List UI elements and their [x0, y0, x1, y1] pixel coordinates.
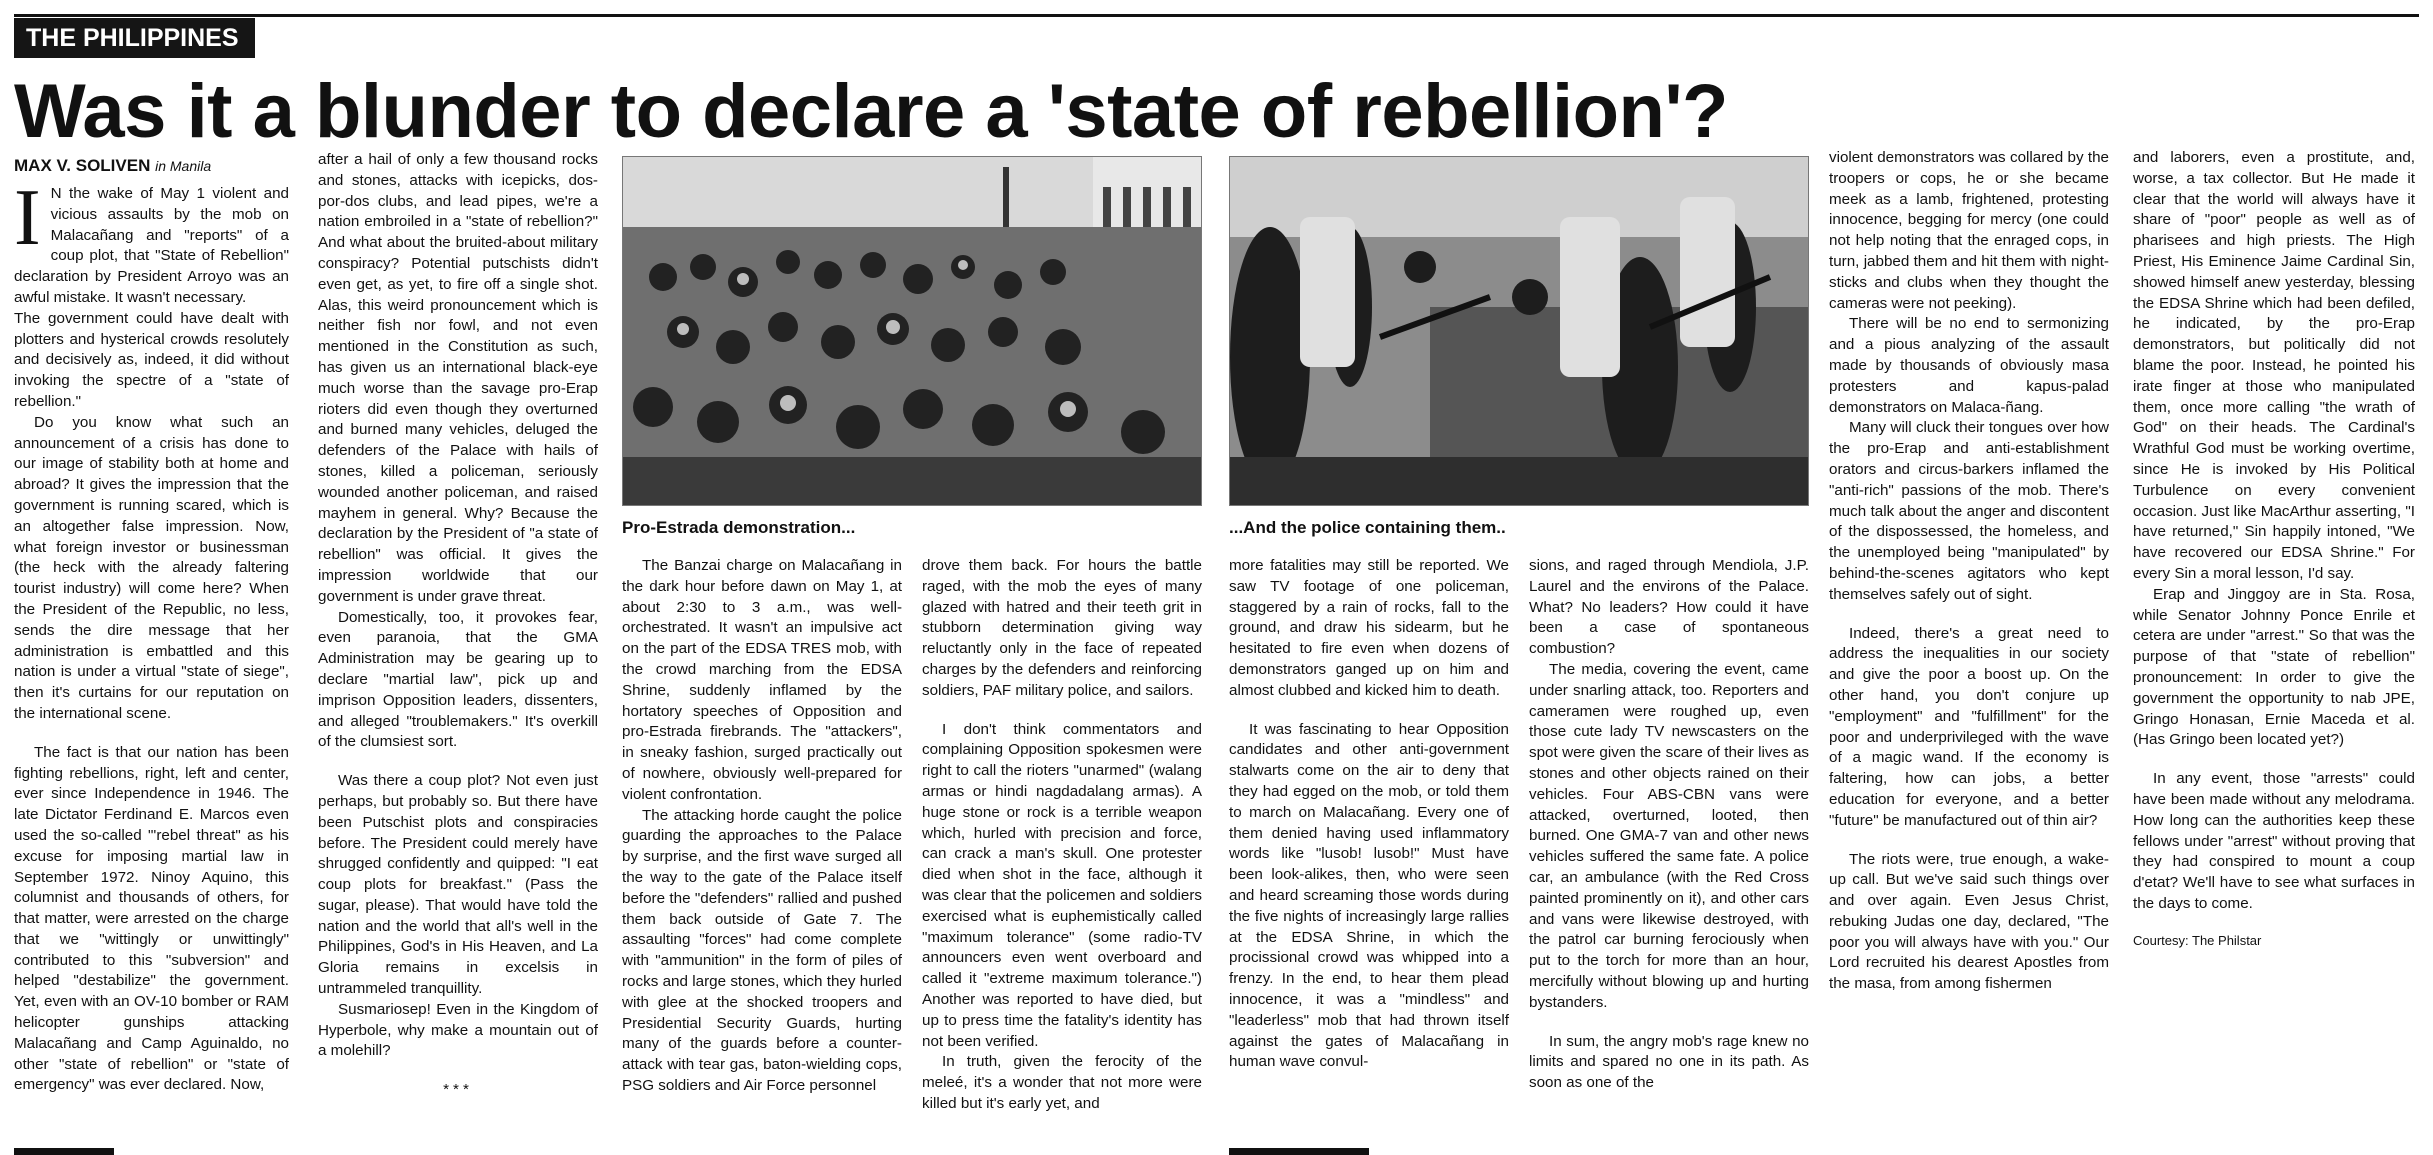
paragraph: Susmariosep! Even in the Kingdom of Hyperbole, why make a mountain out of a molehill? [318, 1000, 598, 1060]
paragraph: In sum, the angry mob's rage knew no limits and spared no one in its path. As soon as one of the [1529, 1032, 1809, 1092]
section-divider: *** [443, 1081, 473, 1099]
paragraph: violent demonstrators was collared by the troopers or cops, he or she became meek as a lamb, frightened, protesting innocence, begging for mercy (one could not help noting that the enraged cops, in turn, jabbed them and hit them with night-sticks and clubs when they thought the cameras were not peeking). [1829, 149, 2109, 312]
top-rule [14, 14, 2419, 17]
byline-author: MAX V. SOLIVEN [14, 156, 151, 175]
column-1 [14, 150, 289, 1148]
column-7 [1829, 148, 2109, 1148]
column-6 [1529, 556, 1809, 1148]
paragraph: Erap and Jinggoy are in Sta. Rosa, while Senator Johnny Ponce Enrile et cetera are under "arrest." So that was the purpose of that "state of rebellion" pronouncement: In order to give the government the opportunity to nab JPE, Gringo Honasan, Ernie Maceda et al. (Has Gringo been located yet?) [2133, 585, 2415, 749]
paragraph: Indeed, there's a great need to address the inequalities in our society and give the poor a boost up. On the other hand, you don't conjure up "employment" and "fulfillment" for the poor and underprivileged with the wave of a magic wand. If the economy is faltering, how can jobs, a better education for everyone, and a better "future" be manufactured out of thin air? [1829, 624, 2109, 829]
byline [14, 154, 289, 178]
paragraph: N the wake of May 1 violent and vicious assaults by the mob on Malacañang and "reports" of a coup plot, that "State of Rebellion" declaration by President Arroyo was an awful mistake. It wasn't necessary. [14, 185, 289, 306]
paragraph: The government could have dealt with plotters and hysterical crowds resolutely and decisively as, indeed, it did without invoking the spectre of a "state of rebellion." [14, 309, 289, 410]
paragraph: Domestically, too, it provokes fear, even paranoia, that the GMA Administration may be gearing up to declare "martial law", pick up and imprison Opposition leaders, dissenters, and alleged "troublemakers." It's overkill of the clumsiest sort. [318, 608, 598, 751]
photo-demonstration [622, 156, 1202, 506]
footer-bar-right [1229, 1148, 1369, 1155]
paragraph: after a hail of only a few thousand rocks and stones, attacks with icepicks, dos-por-dos clubs, and lead pipes, we're a nation embroiled in a "state of rebellion?" And what about the bruited-about military conspiracy? Potential putschists didn't even get, as yet, to fire off a single shot. Alas, this weird pronouncement which is neither fish nor fowl, and not even mentioned in the Constitution as such, has given us an international black-eye much worse than the savage pro-Erap rioters did even though they overturned and burned many vehicles, deluged the defenders of the Palace with hails of stones, killed a policeman, seriously wounded another policeman, and raised mayhem in general. Why? Because the declaration by the President of "a state of rebellion" was official. It gives the impression worldwide that our government is under grave threat. [318, 151, 598, 605]
paragraph: It was fascinating to hear Opposition candidates and other anti-government stalwarts come on the air to deny that they had egged on the mob, or told them to march on Malacañang. Every one of them denied having used inflammatory words like "lusob! lusob!" Must have been look-alikes, then, who were seen and heard screaming those words during the five nights of increasingly large rallies at the EDSA Shrine, in which the procissional crowd was whipped into a frenzy. In the end, to hear them plead innocence, it was a "mindless" and "leaderless" mob that had thrown itself against the gates of Malacañang in human wave convul- [1229, 720, 1509, 1071]
column-4 [922, 556, 1202, 1148]
police-photo-illustration [1230, 157, 1808, 505]
paragraph: sions, and raged through Mendiola, J.P. Laurel and the environs of the Palace. What? No leaders? How could it have been a case of spontaneous combustion? [1529, 557, 1809, 658]
paragraph: Was there a coup plot? Not even just perhaps, but probably so. But there have been Putschist plots and conspiracies before. The President could merely have shrugged confidently and quipped: "I eat coup plots for breakfast." (Pass the sugar, please). That would have told the nation and the world that all's well in the Philippines, God's in His Heaven, and La Gloria remains in excelsis in untrammeled tranquillity. [318, 772, 598, 998]
paragraph: and laborers, even a prostitute, and, worse, a tax collector. But He made it clear that the world will always have it share of "poor" people as well as of pharisees and high priests. The High Priest, His Eminence Jaime Cardinal Sin, showed himself anew yesterday, blessing the EDSA Shrine which had been defiled, he indicated, by the pro-Erap demonstrators, but politically did not blame the poor. Instead, he pointed his irate finger at those who manipulated them, once more calling "the wrath of God" on their heads. The Cardinal's Wrathful God must be working overtime, since He is invoked by His Political Turbulence on every convenient occasion. Just like MacArthur asserting, "I have returned," Sin happily intoned, "We have recovered our EDSA Shrine." For every Sin a moral lesson, I'd say. [2133, 149, 2415, 582]
paragraph: I don't think commentators and complaining Opposition spokesmen were right to call the rioters "unarmed" (walang armas or hindi nagdadalang armas). A huge stone or rock is a terrible weapon which, hurled with precision and force, can crack a man's skull. One protester died when shot in the face, although it was clear that the policemen and soldiers exercised what is euphemistically called "maximum tolerance" (some radio-TV announcers even went overboard and called it "extreme maximum tolerance.") Another was reported to have died, but up to press time the fatality's identity has not been verified. [922, 720, 1202, 1050]
column-2 [318, 150, 598, 1148]
column-3 [622, 556, 902, 1148]
drop-cap: I [14, 174, 41, 262]
paragraph: The riots were, true enough, a wake-up call. But we've said such things over and over again. Even Jesus Christ, rebuking Judas one day, declared, "The poor you will always have with you." Our Lord recruited his dearest Apostles from the masa, from among fishermen [1829, 850, 2109, 993]
paragraph: The Banzai charge on Malacañang in the dark hour before dawn on May 1, at about 2:30 to 3 a.m., was well-orchestrated. It wasn't an impulsive act on the part of the EDSA TRES mob, with the crowd marching from the EDSA Shrine, suddenly inflamed by the hortatory speeches of Opposition and pro-Estrada firebrands. The "attackers", in sneaky fashion, surged practically out of nowhere, obviously well-prepared for violent confrontation. [622, 557, 902, 803]
headline: Was it a blunder to declare a 'state of rebellion'? [14, 69, 1728, 154]
paragraph: The fact is that our nation has been fighting rebellions, right, left and center, ever since Independence in 1946. The late Dictator Ferdinand E. Marcos even used the so-called "'rebel threat" as his excuse for imposing martial law in September 1972. Ninoy Aquino, this columnist and thousands of others, for that matter, were arrested on the charge that we "wittingly or unwittingly" contributed to this "subversion" and helped "destabilize" the government. Yet, even with an OV-10 bomber or RAM helicopter gunships attacking Malacañang and Camp Aguinaldo, no other "state of rebellion" or "state of emergency" was ever declared. Now, [14, 743, 289, 1094]
paragraph: Do you know what such an announcement of a crisis has done to our image of stability both at home and abroad? It gives the impression that the government is running scared, which is an altogether false impression. Now, what foreign investor or businessman (the heck with the already faltering tourist industry) will come here? When the President of the Republic, no less, sends the dire message that her administration is embattled and this nation is under a virtual "state of siege", then it's curtains for our reputation on the international scene. [14, 413, 289, 722]
paragraph: In any event, those "arrests" could have been made without any melodrama. How long can the authorities keep these fellows under "arrest" without proving that they had conspired to mount a coup d'etat? We'll have to see what surfaces in the days to come. [2133, 770, 2415, 912]
paragraph: Many will cluck their tongues over how the pro-Erap and anti-establishment orators and circus-barkers inflamed the "anti-rich" passions of the mob. There's much talk about the anger and discontent of the dispossessed, the homeless, and the unemployed being "manipulated" by behind-the-scenes agitators who kept themselves safely out of sight. [1829, 419, 2109, 603]
crowd-photo-illustration [623, 157, 1201, 505]
paragraph: The media, covering the event, came under snarling attack, too. Reporters and cameramen were roughed up, even those cute lady TV newscasters on the spot were given the scare of their lives as stones and other objects rained on their vehicles. Four ABS-CBN vans were attacked, overturned, looted, then burned. One GMA-7 van and other news vehicles suffered the same fate. A police car, an ambulance (with the Red Cross painted prominently on it), and other cars and vans were likewise destroyed, with the patrol car burning ferociously when put to the torch for more than an hour, mercifully without blowing up and hurting bystanders. [1529, 660, 1809, 1011]
paragraph: drove them back. For hours the battle raged, with the mob the eyes of many glazed with hatred and their teeth grit in stubborn determination giving way reluctantly only in the face of repeated charges by the defenders and reinforcing soldiers, PAF military police, and sailors. [922, 557, 1202, 699]
photo-police [1229, 156, 1809, 506]
photo-caption-police: ...And the police containing them.. [1229, 518, 1506, 537]
photo-caption-demonstration: Pro-Estrada demonstration... [622, 518, 856, 537]
photo-credit: Courtesy: The Philstar [2133, 932, 2262, 948]
column-8 [2133, 148, 2415, 1148]
column-5 [1229, 556, 1509, 1148]
paragraph: more fatalities may still be reported. We saw TV footage of one policeman, staggered by a rain of rocks, fall to the ground, and draw his sidearm, but he hesitated to fire even when dozens of demonstrators ganged up on him and almost clubbed and kicked him to death. [1229, 557, 1509, 699]
paragraph: The attacking horde caught the police guarding the approaches to the Palace by surprise, and the first wave surged all the way to the gate of the Palace itself before the "defenders" rallied and pushed them back outside of Gate 7. The assaulting "forces" had come complete with "ammunition" in the form of piles of rocks and large stones, which they hurled with glee at the shocked troopers and Presidential Security Guards, hurting many of the guards before a counter-attack with tear gas, baton-wielding cops, PSG soldiers and Air Force personnel [622, 806, 902, 1094]
footer-bar-left [14, 1148, 114, 1155]
paragraph: There will be no end to sermonizing and a pious analyzing of the assault made by thousands of obviously masa protesters and kapus-palad demonstrators on Malaca-ñang. [1829, 315, 2109, 416]
paragraph: In truth, given the ferocity of the meleé, it's a wonder that not more were killed but it's early yet, and [922, 1053, 1202, 1112]
byline-location: in Manila [155, 158, 212, 174]
lead-paragraph [14, 174, 289, 309]
section-tag: THE PHILIPPINES [14, 18, 255, 58]
